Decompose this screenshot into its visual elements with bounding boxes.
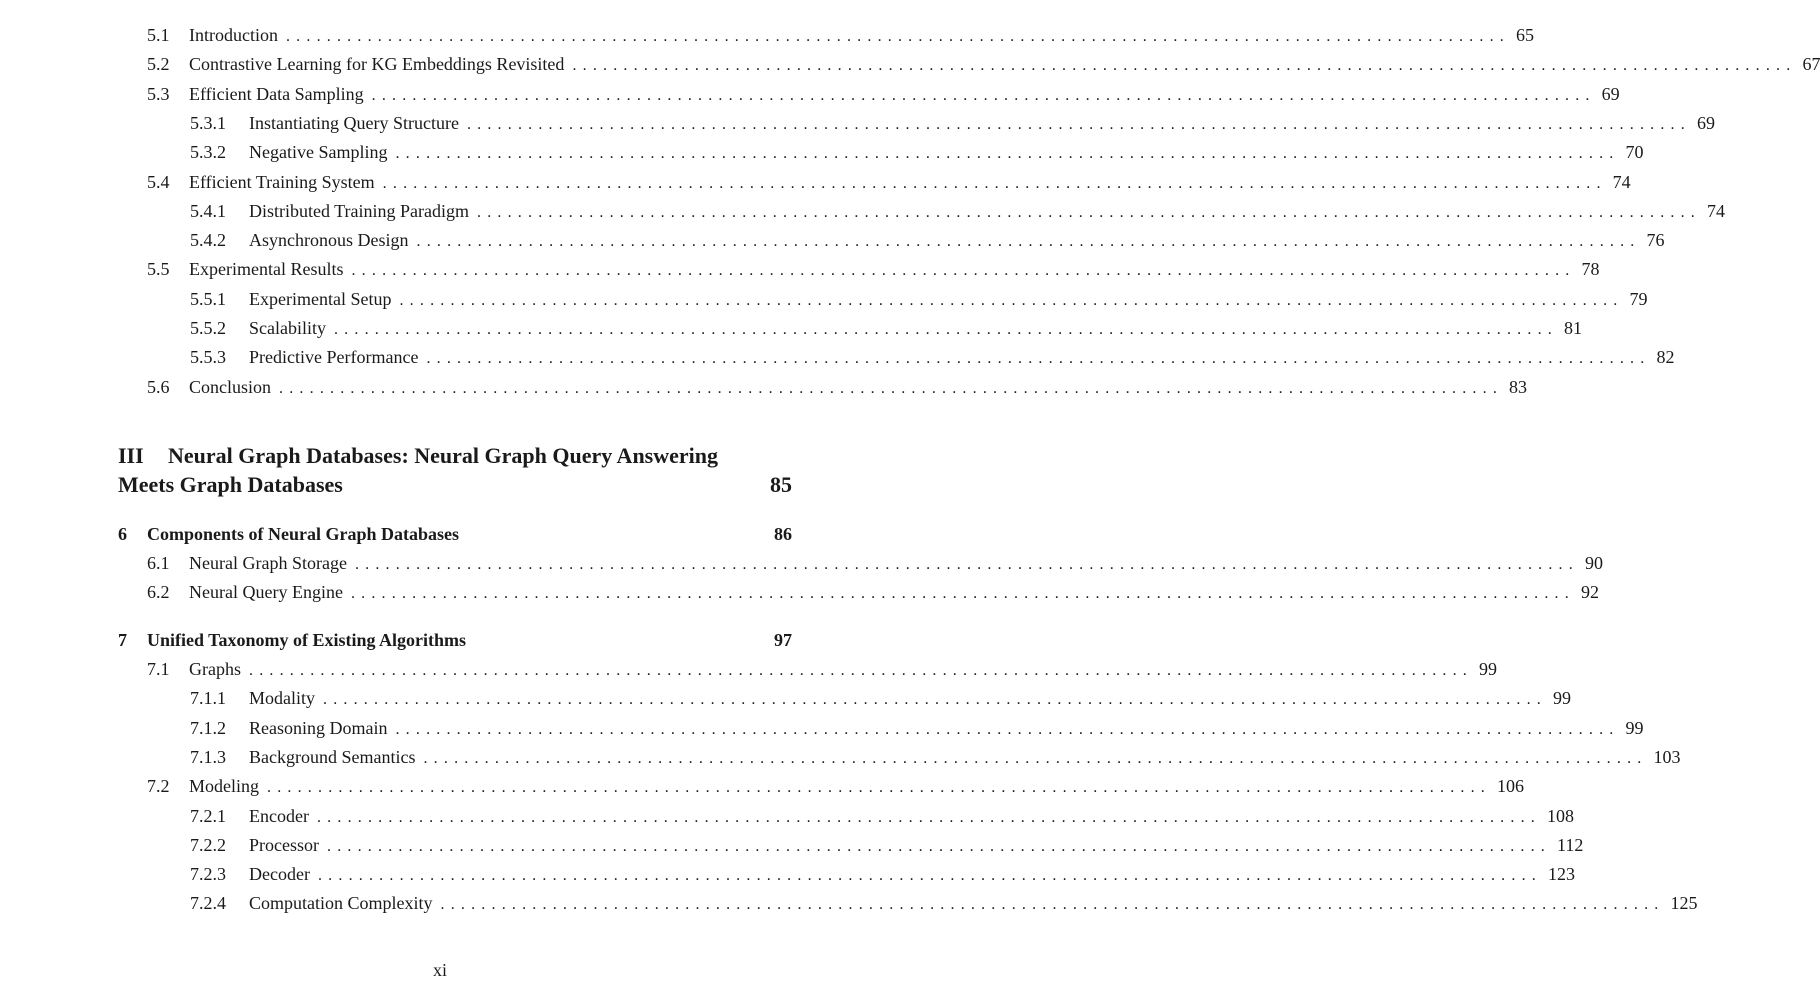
entry-page: 70	[1625, 142, 1644, 163]
chapter-title: Components of Neural Graph Databases	[147, 524, 460, 544]
dot-leader: ........................................................................................................................	[382, 174, 1607, 192]
entry-title: Conclusion	[189, 376, 272, 397]
part-heading	[118, 441, 792, 499]
part-number: III	[118, 443, 144, 468]
entry-page: 99	[1625, 717, 1644, 738]
entry-number: 5.1	[147, 25, 170, 45]
entry-number: 7.1.2	[190, 717, 226, 738]
entry-number: 5.5	[147, 259, 170, 280]
entry-title: Decoder	[249, 864, 310, 885]
entry-page: 74	[1612, 171, 1631, 192]
dot-leader: ........................................................................................................................	[477, 203, 1701, 221]
entry-page: 83	[1509, 376, 1528, 397]
entry-page: 67	[1802, 54, 1820, 75]
entry-title: Distributed Training Paradigm	[249, 200, 469, 221]
entry-page: 106	[1497, 776, 1524, 797]
dot-leader: ........................................................................................................................	[572, 57, 1797, 75]
entry-page: 78	[1581, 259, 1600, 280]
entry-number: 5.3.1	[190, 112, 226, 133]
entry-page: 99	[1479, 659, 1497, 679]
entry-page: 99	[1553, 688, 1571, 709]
entry-title: Predictive Performance	[249, 347, 419, 368]
entry-page: 79	[1629, 288, 1648, 309]
entry-page: 125	[1670, 893, 1698, 914]
entry-page: 103	[1653, 746, 1681, 767]
entry-page: 112	[1557, 834, 1584, 855]
dot-leader: ........................................................................................................................	[351, 262, 1576, 280]
chapter-6-entry[interactable]	[118, 522, 792, 546]
entry-title: Negative Sampling	[249, 142, 388, 163]
toc-entry[interactable]	[147, 774, 1524, 798]
toc-entry[interactable]	[147, 580, 1599, 604]
entry-title: Processor	[249, 834, 319, 855]
entry-number: 5.5.3	[190, 347, 226, 368]
entry-number: 5.2	[147, 54, 170, 75]
dot-leader: ........................................................................................................................	[350, 585, 1575, 602]
toc-entry[interactable]	[147, 257, 1600, 281]
dot-leader: ........................................................................................................................	[354, 556, 1579, 573]
chapter-number: 6	[118, 524, 127, 544]
entry-number: 6.2	[147, 582, 170, 602]
entry-title: Modality	[249, 688, 315, 709]
entry-page: 123	[1547, 864, 1575, 885]
part-page: 85	[770, 472, 792, 497]
dot-leader: ........................................................................................................................	[371, 86, 1596, 104]
entry-page: 92	[1580, 582, 1599, 602]
toc-entry[interactable]	[190, 716, 1644, 740]
dot-leader: ........................................................................................................................	[466, 115, 1691, 133]
toc-entry[interactable]	[190, 891, 1698, 915]
entry-number: 7.2.3	[190, 864, 226, 885]
entry-title: Encoder	[249, 805, 309, 826]
dot-leader: ........................................................................................................................	[323, 691, 1547, 709]
toc-entry[interactable]	[147, 52, 1820, 76]
entry-number: 7.1	[147, 659, 170, 679]
entry-number: 5.3.2	[190, 142, 226, 163]
toc-entry[interactable]	[147, 170, 1631, 194]
entry-number: 5.4.2	[190, 230, 226, 251]
dot-leader: ........................................................................................................................	[426, 350, 1651, 368]
entry-number: 5.3	[147, 83, 170, 104]
entry-title: Neural Query Engine	[189, 582, 343, 602]
chapter-number: 7	[118, 630, 127, 650]
entry-number: 5.5.2	[190, 318, 226, 338]
dot-leader: ........................................................................................................................	[395, 720, 1620, 738]
entry-number: 6.1	[147, 553, 170, 573]
dot-leader: ........................................................................................................................	[395, 145, 1620, 163]
toc-entry[interactable]	[147, 551, 1603, 575]
entry-number: 5.4.1	[190, 200, 226, 221]
chapter-page: 86	[774, 524, 792, 544]
entry-number: 5.6	[147, 376, 170, 397]
entry-title: Modeling	[189, 776, 259, 797]
dot-leader: ........................................................................................................................	[285, 28, 1510, 45]
toc-entry[interactable]	[147, 23, 1534, 47]
toc-entry[interactable]	[147, 375, 1528, 399]
toc-entry[interactable]	[190, 833, 1584, 857]
entry-number: 7.2.1	[190, 805, 226, 826]
part-title-line2: Meets Graph Databases	[118, 472, 343, 497]
dot-leader: ........................................................................................................................	[416, 233, 1641, 251]
entry-title: Contrastive Learning for KG Embeddings Revisited	[189, 54, 565, 75]
entry-title: Graphs	[189, 659, 241, 679]
page-number-footer: xi	[432, 960, 447, 980]
dot-leader: ........................................................................................................................	[267, 779, 1491, 797]
entry-number: 7.2	[147, 776, 170, 797]
toc-entry[interactable]	[190, 804, 1574, 828]
entry-page: 65	[1515, 25, 1534, 45]
entry-title: Scalability	[249, 318, 326, 338]
entry-page: 82	[1656, 347, 1675, 368]
toc-entry[interactable]	[190, 199, 1725, 223]
entry-page: 108	[1546, 805, 1574, 826]
entry-page: 74	[1707, 200, 1725, 221]
entry-number: 7.2.4	[190, 893, 226, 914]
entry-page: 69	[1696, 112, 1715, 133]
toc-entry[interactable]	[190, 862, 1575, 886]
entry-number: 5.5.1	[190, 288, 226, 309]
toc-entry[interactable]	[190, 316, 1582, 340]
entry-number: 7.1.1	[190, 688, 226, 709]
toc-entry[interactable]	[190, 745, 1681, 769]
dot-leader: ........................................................................................................................	[333, 321, 1558, 338]
part-title-line1: Neural Graph Databases: Neural Graph Query Answering	[168, 443, 718, 468]
dot-leader: ........................................................................................................................	[317, 867, 1542, 885]
entry-page: 90	[1584, 553, 1603, 573]
dot-leader: ........................................................................................................................	[399, 291, 1624, 309]
entry-title: Experimental Results	[189, 259, 344, 280]
dot-leader: ........................................................................................................................	[279, 379, 1504, 397]
entry-number: 7.1.3	[190, 746, 226, 767]
entry-title: Introduction	[189, 25, 278, 45]
entry-title: Neural Graph Storage	[189, 553, 347, 573]
toc-entry[interactable]	[190, 140, 1644, 164]
entry-title: Experimental Setup	[249, 288, 392, 309]
entry-number: 7.2.2	[190, 834, 226, 855]
entry-title: Reasoning Domain	[249, 717, 388, 738]
entry-page: 76	[1646, 230, 1665, 251]
toc-entry[interactable]	[190, 111, 1715, 135]
dot-leader: ........................................................................................................................	[440, 896, 1665, 914]
toc-entry[interactable]	[190, 686, 1571, 710]
toc-entry[interactable]	[190, 345, 1675, 369]
entry-title: Efficient Training System	[189, 171, 375, 192]
toc-entry[interactable]	[190, 287, 1648, 311]
entry-page: 69	[1601, 83, 1620, 104]
chapter-7-entry[interactable]	[118, 628, 792, 652]
toc-entry[interactable]	[147, 657, 1497, 681]
dot-leader: ........................................................................................................................	[327, 837, 1551, 855]
dot-leader: ........................................................................................................................	[316, 808, 1541, 826]
entry-title: Asynchronous Design	[249, 230, 409, 251]
entry-title: Background Semantics	[249, 746, 416, 767]
toc-entry[interactable]	[190, 228, 1665, 252]
entry-title: Computation Complexity	[249, 893, 433, 914]
chapter-title: Unified Taxonomy of Existing Algorithms	[147, 630, 467, 650]
toc-entry[interactable]	[147, 82, 1620, 106]
chapter-page: 97	[774, 630, 792, 650]
entry-page: 81	[1563, 318, 1582, 338]
dot-leader: ........................................................................................................................	[249, 662, 1473, 679]
entry-title: Instantiating Query Structure	[249, 112, 459, 133]
entry-title: Efficient Data Sampling	[189, 83, 364, 104]
entry-number: 5.4	[147, 171, 170, 192]
dot-leader: ........................................................................................................................	[423, 749, 1648, 767]
